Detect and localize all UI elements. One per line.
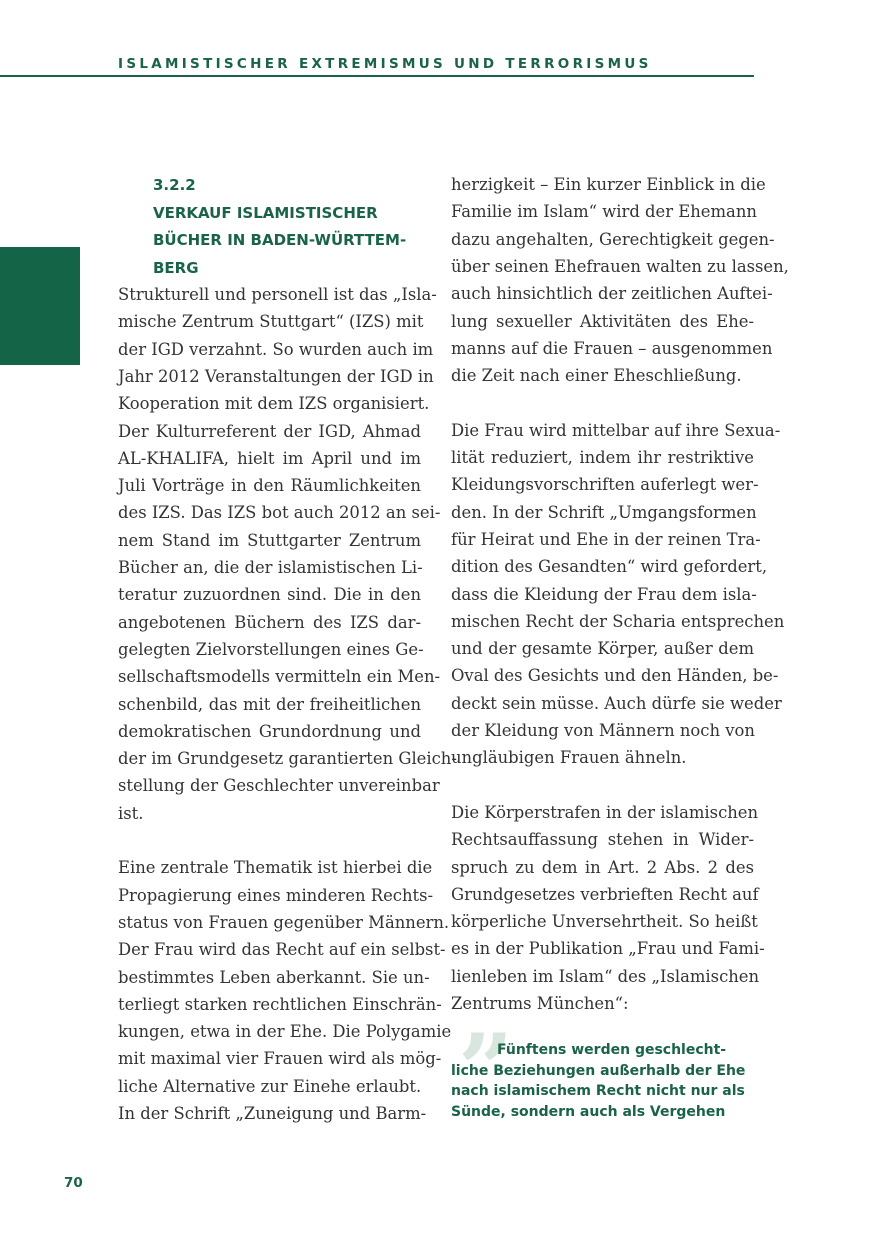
text-line: schenbild, das mit der freiheitlichen — [118, 694, 421, 714]
text-line: Familie im Islam“ wird der Ehemann — [451, 202, 757, 222]
text-line: demokratischen Grundordnung und — [118, 721, 421, 741]
section-title-line: VERKAUF ISLAMISTISCHER — [153, 203, 378, 222]
text-line: status von Frauen gegenüber Männern. — [118, 912, 450, 932]
text-line: Zentrums München“: — [451, 994, 629, 1013]
text-line: sellschaftsmodells vermitteln ein Men- — [118, 667, 441, 687]
text-line: körperliche Unversehrtheit. So heißt — [451, 912, 758, 932]
text-line: Rechtsauffassung stehen in Wider- — [451, 830, 754, 850]
chapter-side-tab — [0, 247, 80, 365]
text-line: bestimmtes Leben aberkannt. Sie un- — [118, 967, 430, 987]
text-line: angebotenen Büchern des IZS dar- — [118, 612, 421, 632]
quote-line: Fünftens werden geschlecht- — [497, 1042, 727, 1058]
text-line: lität reduziert, indem ihr restriktive — [451, 448, 754, 467]
text-line: dazu angehalten, Gerechtigkeit gegen- — [451, 229, 775, 249]
text-line: Der Kulturreferent der IGD, Ahmad — [118, 421, 421, 441]
quote-mark-icon: ” — [458, 1013, 514, 1126]
text-line: terliegt starken rechtlichen Einschrän- — [118, 994, 442, 1014]
text-line: Propagierung eines minderen Rechts- — [118, 885, 434, 905]
text-line: kungen, etwa in der Ehe. Die Polygamie — [118, 1022, 452, 1042]
text-line: Strukturell und personell ist das „Isla- — [118, 285, 437, 304]
text-line: spruch zu dem in Art. 2 Abs. 2 des — [451, 857, 754, 877]
text-line: Kooperation mit dem IZS organisiert. — [118, 394, 430, 414]
quote-line: Sünde, sondern auch als Vergehen — [451, 1103, 726, 1120]
text-line: Grundgesetzes verbrieften Recht auf — [451, 884, 759, 904]
text-line: manns auf die Frauen – ausgenommen — [451, 338, 773, 358]
text-line: des IZS. Das IZS bot auch 2012 an sei- — [118, 503, 441, 523]
text-line — [118, 827, 421, 854]
text-line: dass die Kleidung der Frau dem isla- — [451, 584, 757, 604]
text-line — [451, 389, 754, 416]
text-line: AL-KHALIFA, hielt im April und im — [118, 448, 421, 468]
text-line: lienleben im Islam“ des „Islamischen — [451, 966, 760, 986]
text-line: der Kleidung von Männern noch von — [451, 721, 755, 740]
quote-line: liche Beziehungen außerhalb der Ehe — [451, 1062, 746, 1079]
text-line: Juli Vorträge in den Räumlichkeiten — [118, 476, 421, 496]
section-heading — [153, 172, 423, 282]
section-title-line: BERG — [153, 258, 199, 277]
text-line: Oval des Gesichts und den Händen, be- — [451, 666, 779, 686]
text-line: es in der Publikation „Frau und Fami- — [451, 939, 765, 959]
text-line: mische Zentrum Stuttgart“ (IZS) mit — [118, 312, 424, 332]
text-line: Die Frau wird mittelbar auf ihre Sexua- — [451, 420, 781, 440]
text-line: Der Frau wird das Recht auf ein selbst- — [118, 940, 446, 960]
text-line: Jahr 2012 Veranstaltungen der IGD in — [118, 366, 434, 386]
text-line: den. In der Schrift „Umgangsformen — [451, 502, 757, 522]
section-number: 3.2.2 — [153, 176, 196, 194]
text-line: lung sexueller Aktivitäten des Ehe- — [451, 311, 754, 331]
text-line: Bücher an, die der islamistischen Li- — [118, 558, 423, 577]
text-line: ungläubigen Frauen ähneln. — [451, 748, 687, 768]
text-line: Kleidungsvorschriften auferlegt wer- — [451, 475, 759, 495]
page-number: 70 — [64, 1175, 83, 1191]
section-title-line: BÜCHER IN BADEN-WÜRTTEM- — [153, 231, 407, 249]
text-line: mit maximal vier Frauen wird als mög- — [118, 1049, 442, 1069]
quote-line: nach islamischem Recht nicht nur als — [451, 1083, 745, 1099]
text-line: nem Stand im Stuttgarter Zentrum — [118, 530, 421, 550]
text-line: der IGD verzahnt. So wurden auch im — [118, 339, 434, 359]
text-line: über seinen Ehefrauen walten zu lassen, — [451, 256, 789, 276]
text-line — [451, 772, 754, 799]
text-line: dition des Gesandten“ wird gefordert, — [451, 557, 768, 577]
text-line: stellung der Geschlechter unvereinbar — [118, 776, 440, 796]
text-line: und der gesamte Körper, außer dem — [451, 639, 754, 659]
text-line: die Zeit nach einer Eheschließung. — [451, 366, 742, 386]
text-line: deckt sein müsse. Auch dürfe sie weder — [451, 693, 782, 713]
text-line: auch hinsichtlich der zeitlichen Auftei- — [451, 284, 773, 304]
text-line: für Heirat und Ehe in der reinen Tra- — [451, 529, 761, 549]
text-line: gelegten Zielvorstellungen eines Ge- — [118, 639, 424, 659]
running-head: ISLAMISTISCHER EXTREMISMUS UND TERRORISMUS — [118, 56, 652, 72]
text-line: liche Alternative zur Einehe erlaubt. — [118, 1076, 422, 1096]
text-line: mischen Recht der Scharia entsprechen — [451, 611, 785, 631]
text-line: In der Schrift „Zuneigung und Barm- — [118, 1104, 427, 1123]
text-line: ist. — [118, 803, 144, 823]
text-line: der im Grundgesetz garantierten Gleich- — [118, 749, 457, 769]
text-line: Die Körperstrafen in der islamischen — [451, 802, 759, 822]
text-line: herzigkeit – Ein kurzer Einblick in die — [451, 175, 766, 194]
header-rule — [0, 75, 754, 77]
text-line: Eine zentrale Thematik ist hierbei die — [118, 858, 433, 878]
text-line: teratur zuzuordnen sind. Die in den — [118, 585, 421, 605]
